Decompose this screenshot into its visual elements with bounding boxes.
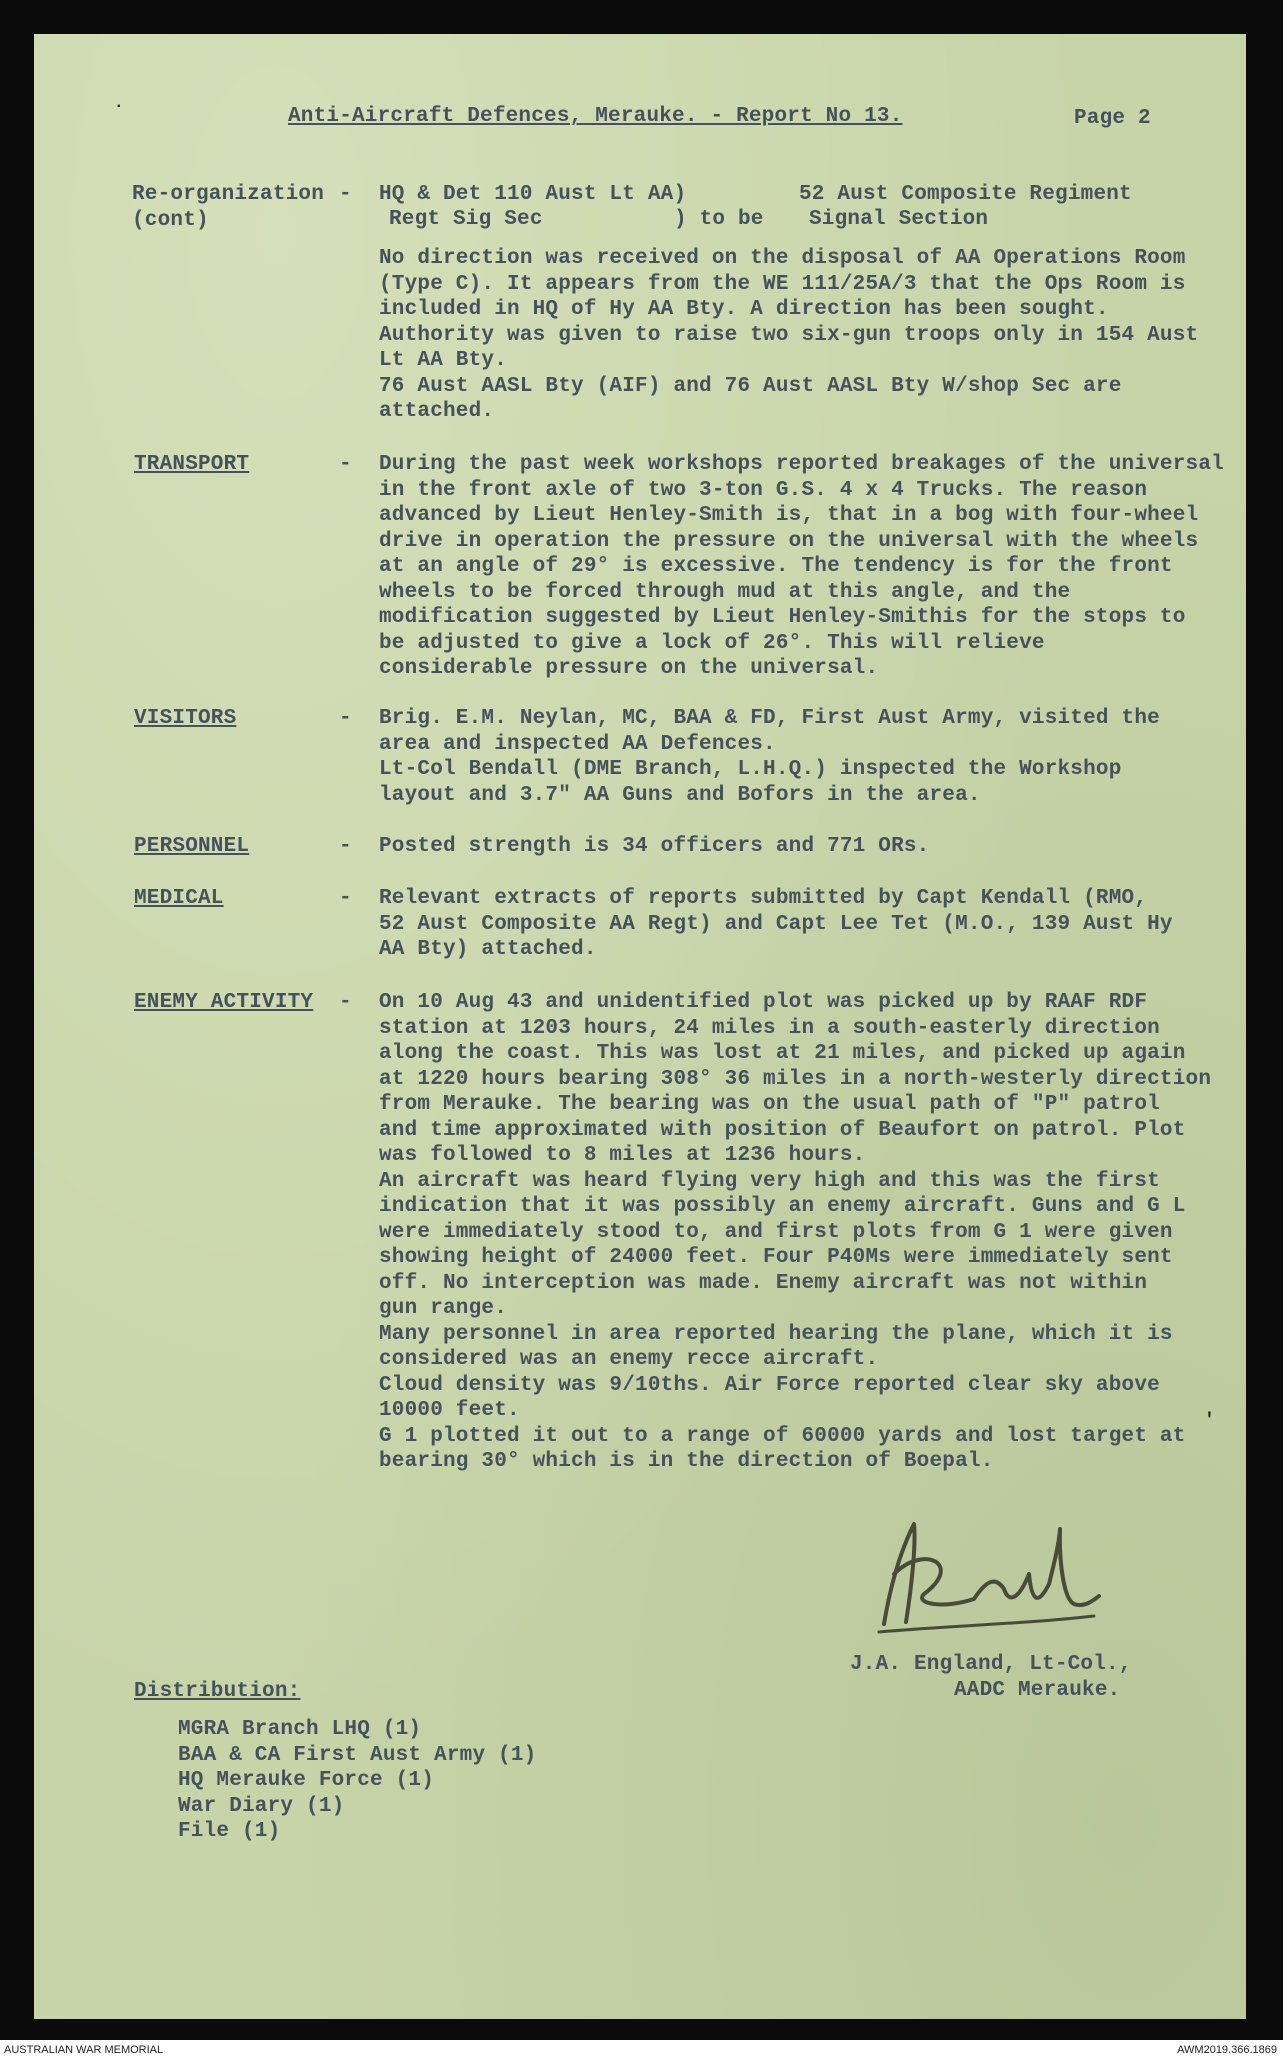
reorg-line: Lt AA Bty. — [379, 349, 508, 372]
enemy-line: indication that it was possibly an enemy aircraft. Guns and G L — [379, 1195, 1186, 1218]
archive-reference: AWM2019.366.1869 — [1177, 2044, 1277, 2056]
enemy-line: showing height of 24000 feet. Four P40Ms were immediately sent — [379, 1246, 1173, 1269]
enemy-activity-label: ENEMY ACTIVITY — [134, 991, 314, 1014]
transport-line: in the front axle of two 3-ton G.S. 4 x 4 Trucks. The reason — [379, 478, 1148, 502]
transport-line: drive in operation the pressure on the universal with the wheels — [379, 529, 1199, 553]
distribution-item: HQ Merauke Force (1) — [178, 1769, 435, 1792]
enemy-line: was followed to 8 miles at 1236 hours. — [379, 1144, 866, 1167]
enemy-line: An aircraft was heard flying very high and this was the first — [379, 1169, 1160, 1193]
medical-body — [379, 886, 1229, 963]
transport-line: considerable pressure on the universal. — [379, 657, 879, 680]
reorg-line: attached. — [379, 400, 495, 423]
distribution-item: MGRA Branch LHQ (1) — [178, 1718, 422, 1741]
pencil-mark: ' — [1204, 1411, 1216, 1431]
reorg-to-line2: Signal Section — [809, 208, 989, 231]
reorg-to-line1: 52 Aust Composite Regiment — [799, 183, 1132, 206]
enemy-line: station at 1203 hours, 24 miles in a south-easterly direction — [379, 1016, 1160, 1040]
page-number: Page 2 — [1074, 107, 1151, 130]
personnel-body — [379, 834, 1229, 860]
enemy-line: were immediately stood to, and first plots from G 1 were given — [379, 1220, 1173, 1244]
reorg-line: No direction was received on the disposal of AA Operations Room — [379, 247, 1186, 270]
medical-line: AA Bty) attached. — [379, 938, 597, 961]
enemy-line: G 1 plotted it out to a range of 60000 yards and lost target at — [379, 1424, 1186, 1448]
enemy-line: from Merauke. The bearing was on the usual path of "P" patrol — [379, 1093, 1160, 1116]
transport-line: During the past week workshops reported breakages of the universal — [379, 453, 1224, 476]
distribution-item: BAA & CA First Aust Army (1) — [178, 1743, 537, 1767]
reorg-line: Authority was given to raise two six-gun troops only in 154 Aust — [379, 323, 1199, 347]
enemy-line: and time approximated with position of Beaufort on patrol. Plot — [379, 1118, 1186, 1142]
visitors-line: Lt-Col Bendall (DME Branch, L.H.Q.) inspected the Workshop — [379, 758, 1122, 781]
enemy-line: considered was an enemy recce aircraft. — [379, 1348, 879, 1371]
visitors-label: VISITORS — [134, 707, 237, 730]
transport-line: modification suggested by Lieut Henley-Smithis for the stops to — [379, 606, 1186, 629]
medical-dash: - — [339, 887, 352, 910]
personnel-line: Posted strength is 34 officers and 771 ORs. — [379, 835, 930, 858]
enemy-activity-dash: - — [339, 991, 352, 1014]
medical-line: Relevant extracts of reports submitted by Capt Kendall (RMO, — [379, 887, 1148, 910]
visitors-body — [379, 706, 1229, 808]
archive-credit: AUSTRALIAN WAR MEMORIAL — [4, 2044, 164, 2056]
reorg-from-line1: HQ & Det 110 Aust Lt AA) — [379, 183, 687, 206]
signatory-name: J.A. England, Lt-Col., — [850, 1653, 1132, 1676]
reorg-to-be: ) to be — [674, 208, 764, 231]
enemy-line: gun range. — [379, 1297, 508, 1320]
reorg-line: (Type C). It appears from the WE 111/25A/3 that the Ops Room is — [379, 272, 1186, 296]
reorg-line: 76 Aust AASL Bty (AIF) and 76 Aust AASL Bty W/shop Sec are — [379, 374, 1122, 398]
medical-line: 52 Aust Composite AA Regt) and Capt Lee Tet (M.O., 139 Aust Hy — [379, 912, 1173, 936]
distribution-item: War Diary (1) — [178, 1794, 345, 1818]
enemy-activity-body — [379, 990, 1229, 1475]
enemy-line: 10000 feet. — [379, 1399, 520, 1422]
personnel-label: PERSONNEL — [134, 835, 250, 858]
transport-line: advanced by Lieut Henley-Smith is, that in a bog with four-wheel — [379, 504, 1199, 527]
enemy-line: On 10 Aug 43 and unidentified plot was picked up by RAAF RDF — [379, 991, 1148, 1014]
enemy-line: Many personnel in area reported hearing the plane, which it is — [379, 1322, 1173, 1346]
distribution-list — [178, 1717, 536, 1845]
reorg-label-cont: (cont) — [132, 208, 209, 232]
transport-dash: - — [339, 453, 352, 476]
visitors-line: area and inspected AA Defences. — [379, 732, 776, 756]
handwritten-signature — [854, 1504, 1104, 1644]
pencil-mark: · — [114, 97, 124, 115]
transport-line: at an angle of 29° is excessive. The tendency is for the front — [379, 555, 1173, 578]
personnel-dash: - — [339, 835, 352, 858]
transport-body — [379, 452, 1229, 682]
reorg-from-line2: Regt Sig Sec — [389, 208, 543, 231]
enemy-line: off. No interception was made. Enemy aircraft was not within — [379, 1271, 1148, 1295]
visitors-line: layout and 3.7" AA Guns and Bofors in the area. — [379, 783, 981, 807]
transport-line: be adjusted to give a lock of 26°. This will relieve — [379, 631, 1045, 655]
visitors-dash: - — [339, 707, 352, 730]
reorg-dash: - — [339, 183, 352, 206]
signatory-title: AADC Merauke. — [954, 1679, 1121, 1702]
enemy-line: bearing 30° which is in the direction of Boepal. — [379, 1450, 994, 1473]
distribution-item: File (1) — [178, 1820, 281, 1843]
transport-label: TRANSPORT — [134, 453, 250, 476]
reorg-body — [379, 246, 1229, 425]
enemy-line: Cloud density was 9/10ths. Air Force reported clear sky above — [379, 1373, 1160, 1397]
enemy-line: at 1220 hours bearing 308° 36 miles in a north-westerly direction — [379, 1067, 1212, 1091]
reorg-line: included in HQ of Hy AA Bty. A direction has been sought. — [379, 298, 1109, 321]
medical-label: MEDICAL — [134, 887, 224, 910]
document-page — [34, 34, 1246, 2019]
reorg-label — [132, 182, 324, 233]
enemy-line: along the coast. This was lost at 21 miles, and picked up again — [379, 1042, 1186, 1065]
transport-line: wheels to be forced through mud at this angle, and the — [379, 580, 1071, 604]
report-title: Anti-Aircraft Defences, Merauke. - Report No 13. — [288, 105, 903, 128]
reorg-label-text: Re-organization — [132, 183, 325, 206]
distribution-heading: Distribution: — [134, 1680, 301, 1703]
visitors-line: Brig. E.M. Neylan, MC, BAA & FD, First Aust Army, visited the — [379, 707, 1160, 730]
